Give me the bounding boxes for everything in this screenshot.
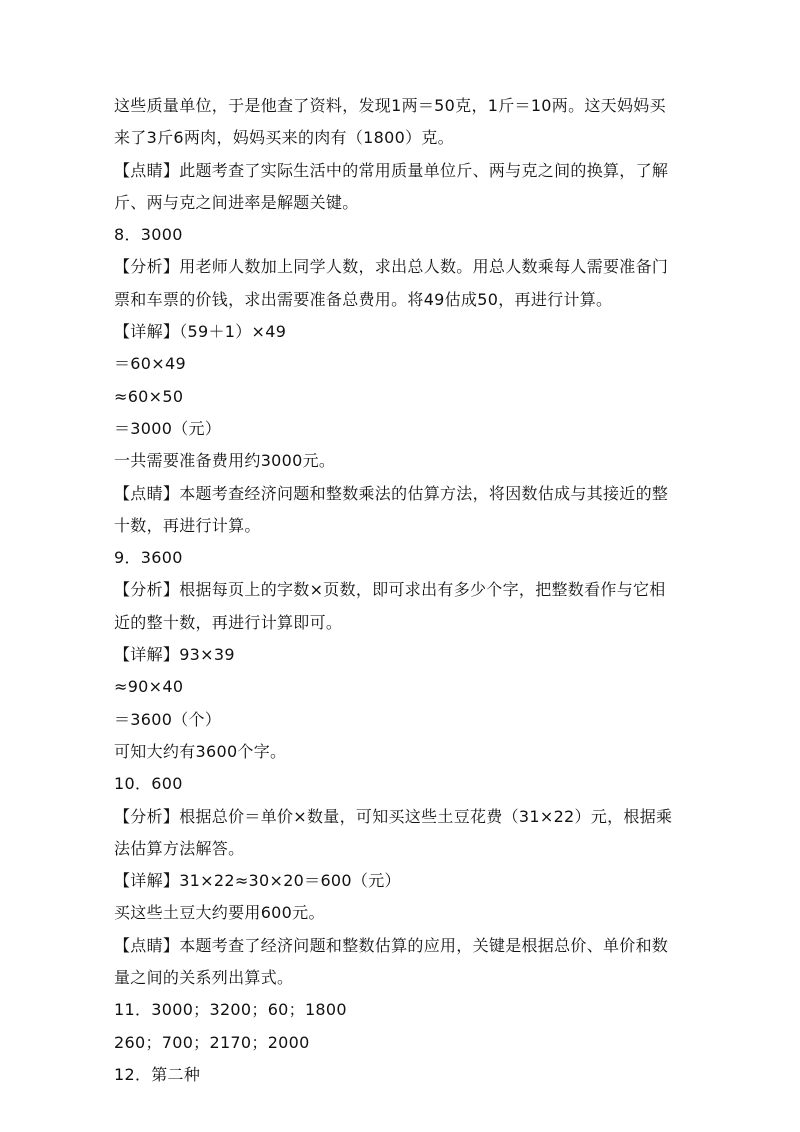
text-line: ＝3000（元）: [114, 418, 222, 438]
text-line: ≈90×40: [114, 677, 184, 697]
text-line: 十数，再进行计算。: [114, 515, 261, 535]
text-line: 【分析】用老师人数加上同学人数，求出总人数。用总人数乘每人需要准备门: [114, 257, 669, 277]
text-line: ＝60×49: [114, 354, 186, 374]
text-line: 【详解】（59＋1）×49: [114, 322, 287, 342]
text-line: 【详解】31×22≈30×20＝600（元）: [114, 871, 401, 891]
text-line: ＝3600（个）: [114, 709, 222, 729]
text-line: 【点睛】此题考查了实际生活中的常用质量单位斤、两与克之间的换算，了解: [114, 160, 669, 180]
text-line: 这些质量单位，于是他查了资料，发现1两＝50克，1斤＝10两。这天妈妈买: [114, 96, 666, 115]
text-line: 可知大约有3600个字。: [114, 741, 287, 761]
text-line: 【点睛】本题考查了经济问题和整数估算的应用，关键是根据总价、单价和数: [114, 935, 669, 955]
answer-heading: 10．600: [114, 774, 183, 794]
text-line: 【分析】根据总价＝单价×数量，可知买这些土豆花费（31×22）元，根据乘: [114, 806, 673, 826]
text-line: 法估算方法解答。: [114, 838, 245, 858]
text-line: 【详解】93×39: [114, 645, 235, 665]
answer-heading: 11．3000；3200；60；1800: [114, 1000, 347, 1020]
text-line: ≈60×50: [114, 386, 184, 406]
answer-heading: 12．第二种: [114, 1064, 201, 1084]
text-line: 近的整十数，再进行计算即可。: [114, 612, 343, 632]
text-line: 【点睛】本题考查经济问题和整数乘法的估算方法，将因数估成与其接近的整: [114, 483, 669, 503]
text-line: 【分析】根据每页上的字数×页数，即可求出有多少个字，把整数看作与它相: [114, 580, 666, 600]
answer-heading: 9．3600: [114, 548, 183, 568]
text-line: 来了3斤6两肉，妈妈买来的肉有（1800）克。: [114, 128, 454, 148]
text-line: 量之间的关系列出算式。: [114, 968, 294, 988]
text-line: 斤、两与克之间进率是解题关键。: [114, 192, 359, 212]
answer-heading: 8．3000: [114, 225, 183, 245]
text-line: 一共需要准备费用约3000元。: [114, 451, 336, 471]
text-line: 票和车票的价钱，求出需要准备总费用。将49估成50，再进行计算。: [114, 289, 613, 309]
text-line: 买这些土豆大约要用600元。: [114, 903, 325, 923]
text-line: 260；700；2170；2000: [114, 1032, 310, 1052]
